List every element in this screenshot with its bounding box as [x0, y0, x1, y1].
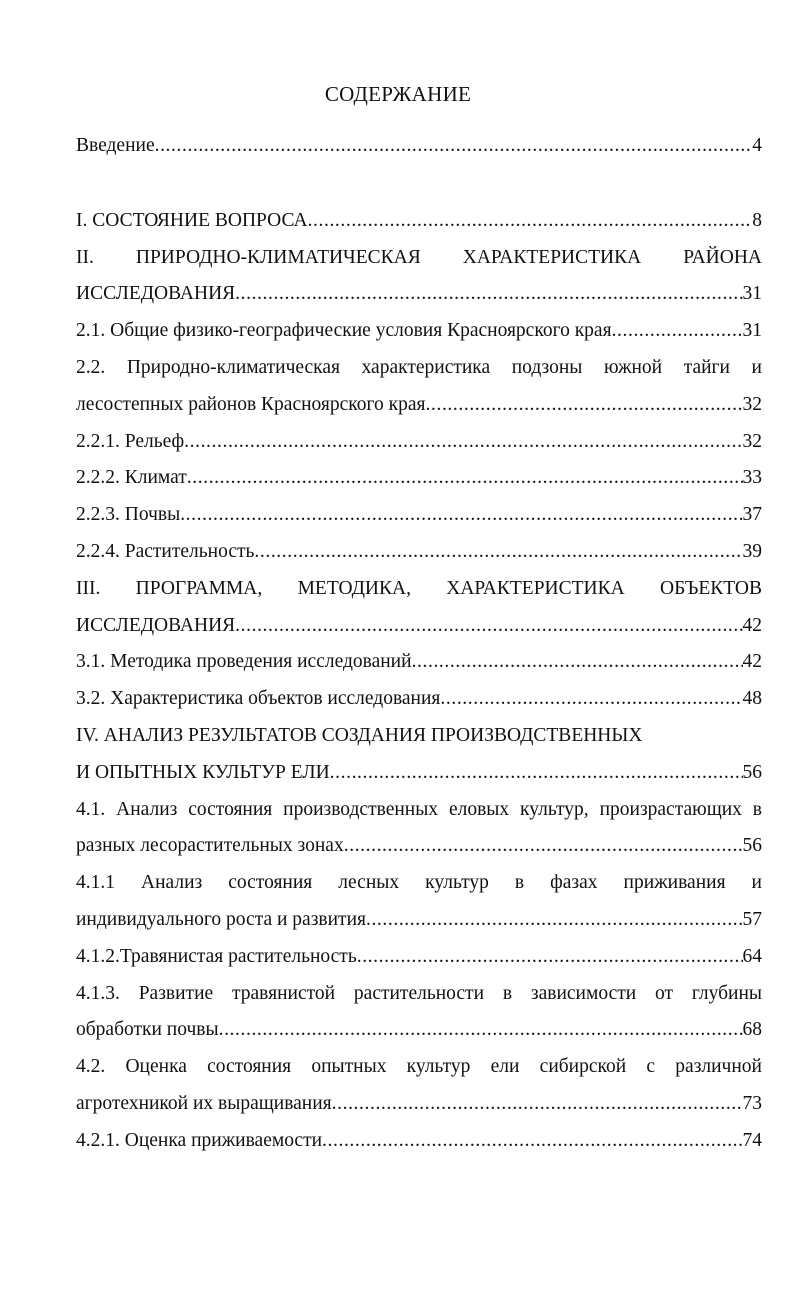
toc-entry-2-2-2 — [76, 460, 762, 497]
toc-entry-text: 4.1.2.Травянистая растительность — [76, 945, 357, 967]
toc-page-number: 74 — [742, 1129, 762, 1151]
toc-entry-chapter-4-line-2 — [76, 755, 762, 792]
toc-entry-text: 2.2.1. Рельеф — [76, 430, 185, 452]
toc-entry-text: разных лесорастительных зонах — [76, 835, 344, 857]
toc-entry-text: обработки почвы — [76, 1019, 219, 1041]
toc-page-number: 32 — [742, 393, 762, 415]
toc-page-number: 56 — [742, 761, 762, 783]
toc-page-number: 48 — [742, 688, 762, 710]
toc-entry-text: лесостепных районов Красноярского края — [76, 393, 426, 415]
toc-entry-2-2-3 — [76, 497, 762, 534]
dot-leader — [235, 608, 742, 645]
toc-page-number: 42 — [742, 651, 762, 673]
toc-entry-text: ИССЛЕДОВАНИЯ — [76, 614, 236, 636]
dot-leader — [180, 497, 742, 534]
toc-entry-text: И ОПЫТНЫХ КУЛЬТУР ЕЛИ — [76, 761, 330, 783]
dot-leader — [612, 313, 743, 350]
toc-page-number: 57 — [742, 908, 762, 930]
toc-entry-text: 3.2. Характеристика объектов исследования — [76, 688, 441, 710]
toc-entry-text: 2.2.3. Почвы — [76, 504, 181, 526]
toc-entry-chapter-3-line-1: III. ПРОГРАММА, МЕТОДИКА, ХАРАКТЕРИСТИКА ОБЪЕКТОВ — [76, 577, 762, 599]
toc-page-number: 73 — [742, 1092, 762, 1114]
toc-entry-4-1-1-line-2 — [76, 902, 762, 939]
dot-leader — [412, 644, 743, 681]
toc-entry-chapter-2-line-1: II. ПРИРОДНО-КЛИМАТИЧЕСКАЯ ХАРАКТЕРИСТИКА РАЙОНА — [76, 246, 762, 268]
toc-entry-4-1-line-1: 4.1. Анализ состояния производственных еловых культур, произрастающих в — [76, 798, 762, 820]
toc-page-number: 42 — [742, 614, 762, 636]
toc-entry-text: 2.1. Общие физико-географические условия Красноярского края — [76, 320, 612, 342]
table-of-contents — [76, 128, 762, 1160]
dot-leader — [332, 1086, 743, 1123]
toc-entry-text: 2.2.2. Климат — [76, 467, 187, 489]
toc-entry-chapter-2-line-2 — [76, 276, 762, 313]
dot-leader — [426, 387, 743, 424]
toc-page-number: 31 — [742, 283, 762, 305]
toc-entry-2-2-4 — [76, 534, 762, 571]
toc-page-number: 8 — [752, 209, 762, 231]
dot-leader — [330, 755, 743, 792]
dot-leader — [344, 828, 743, 865]
toc-entry-chapter-3-line-2 — [76, 608, 762, 645]
toc-entry-chapter-1 — [76, 203, 762, 240]
toc-page-number: 4 — [752, 135, 762, 156]
toc-entry-2-2-1 — [76, 424, 762, 461]
toc-entry-text: I. СОСТОЯНИЕ ВОПРОСА — [76, 209, 308, 231]
toc-entry-4-1-2 — [76, 939, 762, 976]
toc-entry-2-1 — [76, 313, 762, 350]
toc-entry-4-1-3-line-2 — [76, 1012, 762, 1049]
toc-entry-4-1-3-line-1: 4.1.3. Развитие травянистой растительности в зависимости от глубины — [76, 982, 762, 1004]
toc-entry-text: Введение — [76, 135, 155, 156]
dot-leader — [219, 1012, 743, 1049]
toc-page-number: 68 — [742, 1019, 762, 1041]
toc-page-number: 37 — [742, 504, 762, 526]
toc-entry-text: 4.2.1. Оценка приживаемости — [76, 1129, 323, 1151]
toc-entry-4-1-1-line-1: 4.1.1 Анализ состояния лесных культур в фазах приживания и — [76, 872, 762, 894]
toc-page-number: 32 — [742, 430, 762, 452]
dot-leader — [357, 939, 743, 976]
toc-entry-4-2-line-1: 4.2. Оценка состояния опытных культур ели сибирской с различной — [76, 1056, 762, 1078]
dot-leader — [184, 424, 742, 461]
toc-entry-chapter-4-line-1: IV. АНАЛИЗ РЕЗУЛЬТАТОВ СОЗДАНИЯ ПРОИЗВОДСТВЕННЫХ — [76, 724, 643, 746]
dot-leader — [308, 203, 753, 240]
toc-entry-text: агротехникой их выращивания — [76, 1092, 332, 1114]
dot-leader — [254, 534, 742, 571]
dot-leader — [322, 1123, 742, 1160]
toc-page-number: 33 — [742, 467, 762, 489]
toc-entry-2-2-line-2 — [76, 387, 762, 424]
dot-leader — [187, 460, 743, 497]
toc-entry-text: индивидуального роста и развития — [76, 908, 366, 930]
toc-entry-4-1-line-2 — [76, 828, 762, 865]
toc-entry-4-2-1 — [76, 1123, 762, 1160]
spacer — [76, 165, 762, 203]
dot-leader — [155, 128, 753, 165]
dot-leader — [366, 902, 743, 939]
toc-entry-3-2 — [76, 681, 762, 718]
toc-entry-text: ИССЛЕДОВАНИЯ — [76, 283, 236, 305]
toc-entry-2-2-line-1: 2.2. Природно-климатическая характеристика подзоны южной тайги и — [76, 356, 762, 378]
toc-entry-text: 3.1. Методика проведения исследований — [76, 651, 412, 673]
page-title: СОДЕРЖАНИЕ — [324, 82, 472, 106]
toc-page-number: 64 — [742, 945, 762, 967]
toc-page-number: 39 — [742, 540, 762, 562]
dot-leader — [235, 276, 742, 313]
toc-entry-4-2-line-2 — [76, 1086, 762, 1123]
toc-entry-3-1 — [76, 644, 762, 681]
toc-entry-introduction — [76, 128, 762, 165]
toc-entry-text: 2.2.4. Растительность — [76, 540, 255, 562]
dot-leader — [440, 681, 742, 718]
toc-page-number: 31 — [742, 320, 762, 342]
toc-page-number: 56 — [742, 835, 762, 857]
